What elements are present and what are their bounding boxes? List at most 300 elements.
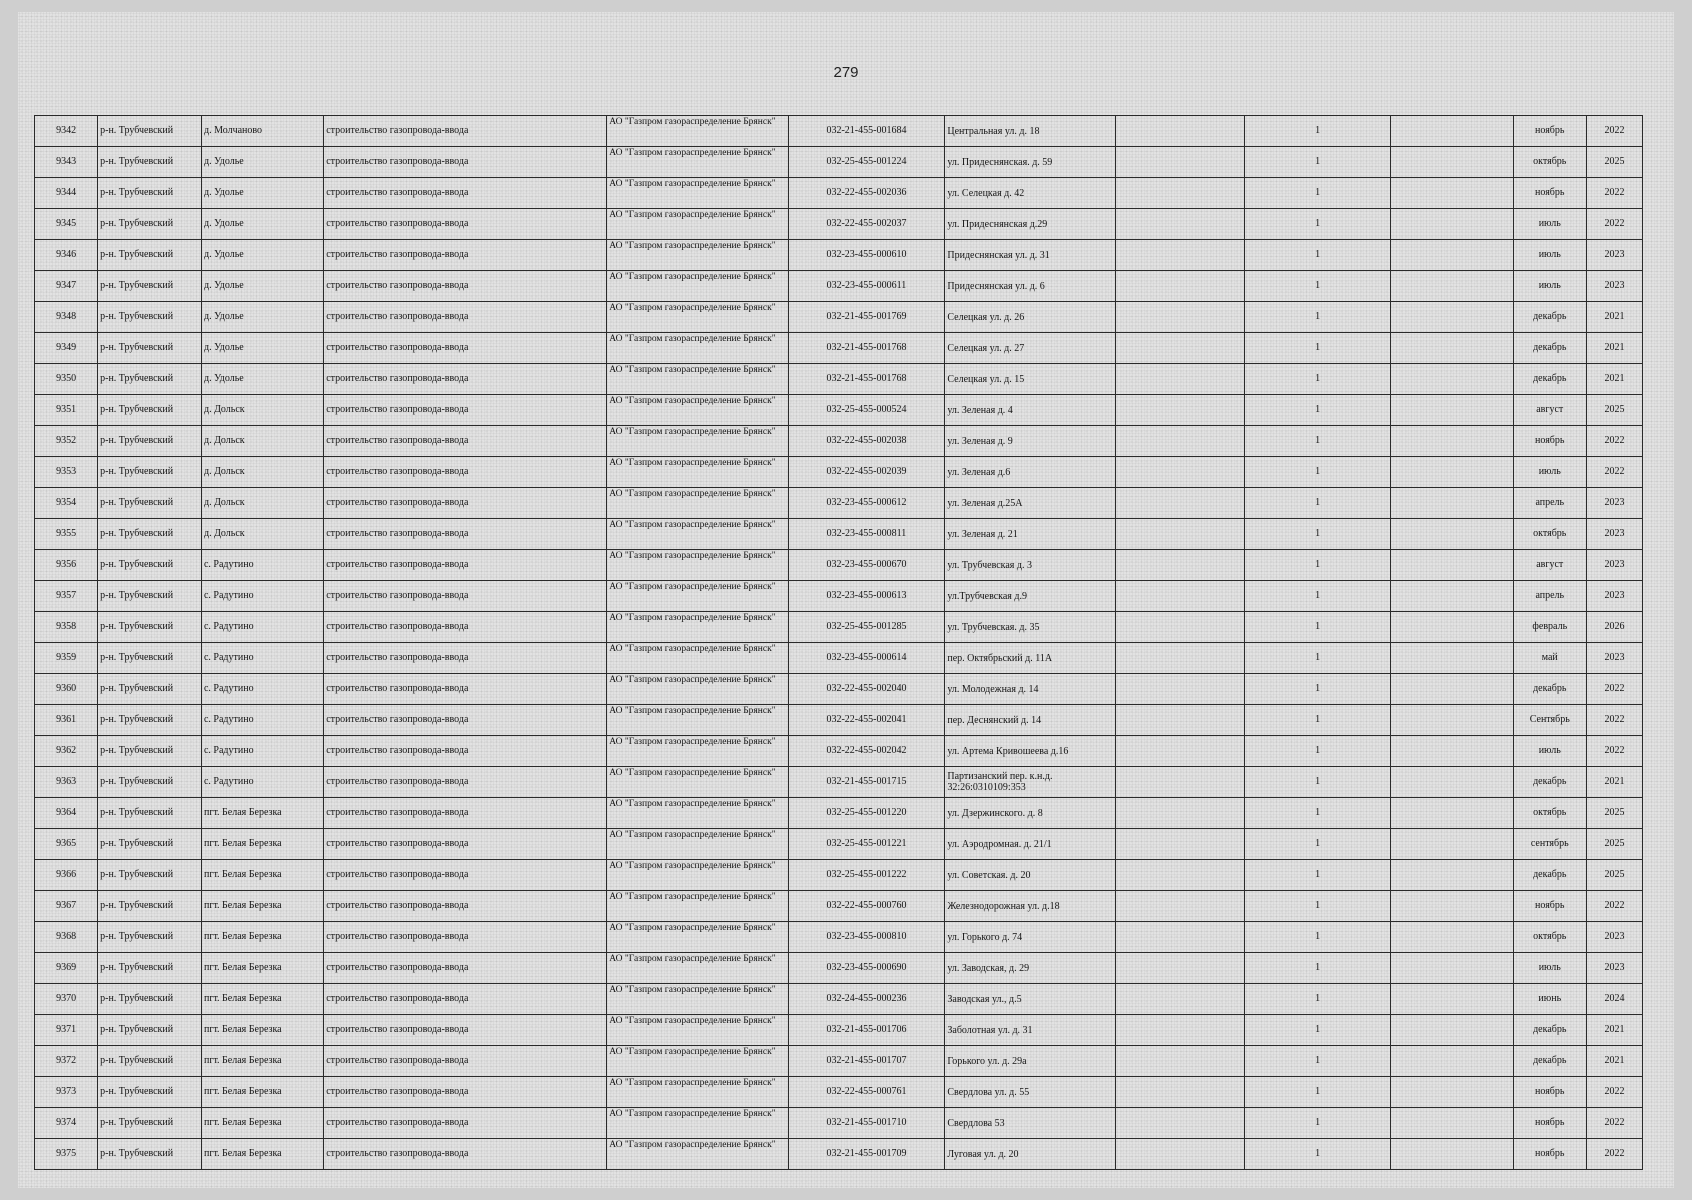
year-cell: 2022: [1586, 116, 1642, 147]
object-code-cell: 032-21-455-001684: [788, 116, 945, 147]
row-number-cell: 9361: [35, 705, 98, 736]
organization-cell: АО "Газпром газораспределение Брянск": [607, 147, 788, 178]
row-number-cell: 9366: [35, 860, 98, 891]
year-cell: 2022: [1586, 1139, 1642, 1170]
settlement-cell: пгт. Белая Березка: [201, 984, 323, 1015]
quantity-cell: 1: [1244, 519, 1391, 550]
work-type-cell: строительство газопровода-ввода: [324, 364, 607, 395]
work-type-cell: строительство газопровода-ввода: [324, 302, 607, 333]
quantity-cell: 1: [1244, 829, 1391, 860]
table-row: [35, 984, 1643, 1015]
year-cell: 2025: [1586, 147, 1642, 178]
organization-cell: АО "Газпром газораспределение Брянск": [607, 178, 788, 209]
settlement-cell: с. Радутино: [201, 736, 323, 767]
organization-cell: АО "Газпром газораспределение Брянск": [607, 426, 788, 457]
quantity-cell: 1: [1244, 767, 1391, 798]
work-type-cell: строительство газопровода-ввода: [324, 426, 607, 457]
settlement-cell: с. Радутино: [201, 705, 323, 736]
organization-cell: АО "Газпром газораспределение Брянск": [607, 333, 788, 364]
district-cell: р-н. Трубчевский: [98, 395, 202, 426]
object-code-cell: 032-22-455-002036: [788, 178, 945, 209]
empty-cell: [1116, 302, 1244, 333]
empty-cell: [1116, 829, 1244, 860]
year-cell: 2025: [1586, 860, 1642, 891]
month-cell: июль: [1513, 271, 1586, 302]
district-cell: р-н. Трубчевский: [98, 643, 202, 674]
object-code-cell: 032-22-455-002037: [788, 209, 945, 240]
work-type-cell: строительство газопровода-ввода: [324, 1046, 607, 1077]
district-cell: р-н. Трубчевский: [98, 798, 202, 829]
address-cell: Заболотная ул. д. 31: [945, 1015, 1116, 1046]
year-cell: 2023: [1586, 581, 1642, 612]
quantity-cell: 1: [1244, 550, 1391, 581]
table-row: [35, 829, 1643, 860]
empty-cell: [1391, 674, 1513, 705]
work-type-cell: строительство газопровода-ввода: [324, 1139, 607, 1170]
district-cell: р-н. Трубчевский: [98, 209, 202, 240]
table-row: [35, 426, 1643, 457]
settlement-cell: пгт. Белая Березка: [201, 860, 323, 891]
work-type-cell: строительство газопровода-ввода: [324, 395, 607, 426]
settlement-cell: д. Удолье: [201, 271, 323, 302]
object-code-cell: 032-24-455-000236: [788, 984, 945, 1015]
work-type-cell: строительство газопровода-ввода: [324, 1108, 607, 1139]
empty-cell: [1391, 364, 1513, 395]
work-type-cell: строительство газопровода-ввода: [324, 550, 607, 581]
empty-cell: [1116, 178, 1244, 209]
quantity-cell: 1: [1244, 674, 1391, 705]
empty-cell: [1391, 550, 1513, 581]
organization-cell: АО "Газпром газораспределение Брянск": [607, 209, 788, 240]
row-number-cell: 9344: [35, 178, 98, 209]
year-cell: 2023: [1586, 519, 1642, 550]
settlement-cell: с. Радутино: [201, 767, 323, 798]
address-cell: ул. Артема Кривошеева д.16: [945, 736, 1116, 767]
district-cell: р-н. Трубчевский: [98, 364, 202, 395]
month-cell: ноябрь: [1513, 426, 1586, 457]
table-row: [35, 550, 1643, 581]
settlement-cell: д. Дольск: [201, 395, 323, 426]
year-cell: 2022: [1586, 178, 1642, 209]
work-type-cell: строительство газопровода-ввода: [324, 1077, 607, 1108]
district-cell: р-н. Трубчевский: [98, 550, 202, 581]
district-cell: р-н. Трубчевский: [98, 891, 202, 922]
address-cell: Партизанский пер. к.н.д. 32:26:0310109:353: [945, 767, 1116, 798]
organization-cell: АО "Газпром газораспределение Брянск": [607, 240, 788, 271]
district-cell: р-н. Трубчевский: [98, 736, 202, 767]
settlement-cell: с. Радутино: [201, 643, 323, 674]
organization-cell: АО "Газпром газораспределение Брянск": [607, 364, 788, 395]
row-number-cell: 9374: [35, 1108, 98, 1139]
year-cell: 2022: [1586, 1077, 1642, 1108]
month-cell: декабрь: [1513, 1046, 1586, 1077]
settlement-cell: с. Радутино: [201, 581, 323, 612]
month-cell: февраль: [1513, 612, 1586, 643]
month-cell: Сентябрь: [1513, 705, 1586, 736]
year-cell: 2021: [1586, 767, 1642, 798]
organization-cell: АО "Газпром газораспределение Брянск": [607, 829, 788, 860]
address-cell: Селецкая ул. д. 15: [945, 364, 1116, 395]
table-row: [35, 209, 1643, 240]
table-row: [35, 922, 1643, 953]
row-number-cell: 9368: [35, 922, 98, 953]
empty-cell: [1391, 271, 1513, 302]
empty-cell: [1116, 1077, 1244, 1108]
registry-table: [34, 115, 1643, 1170]
settlement-cell: д. Удолье: [201, 209, 323, 240]
quantity-cell: 1: [1244, 302, 1391, 333]
work-type-cell: строительство газопровода-ввода: [324, 643, 607, 674]
object-code-cell: 032-23-455-000670: [788, 550, 945, 581]
empty-cell: [1116, 147, 1244, 178]
address-cell: Железнодорожная ул. д.18: [945, 891, 1116, 922]
row-number-cell: 9354: [35, 488, 98, 519]
table-row: [35, 705, 1643, 736]
table-body: [35, 116, 1643, 1170]
table-row: [35, 395, 1643, 426]
table-row: [35, 364, 1643, 395]
month-cell: декабрь: [1513, 1015, 1586, 1046]
object-code-cell: 032-25-455-001221: [788, 829, 945, 860]
quantity-cell: 1: [1244, 147, 1391, 178]
empty-cell: [1391, 1015, 1513, 1046]
month-cell: октябрь: [1513, 798, 1586, 829]
settlement-cell: д. Удолье: [201, 240, 323, 271]
row-number-cell: 9349: [35, 333, 98, 364]
object-code-cell: 032-21-455-001709: [788, 1139, 945, 1170]
settlement-cell: д. Удолье: [201, 147, 323, 178]
work-type-cell: строительство газопровода-ввода: [324, 891, 607, 922]
empty-cell: [1116, 953, 1244, 984]
table-row: [35, 519, 1643, 550]
empty-cell: [1391, 1139, 1513, 1170]
object-code-cell: 032-21-455-001769: [788, 302, 945, 333]
month-cell: апрель: [1513, 488, 1586, 519]
work-type-cell: строительство газопровода-ввода: [324, 612, 607, 643]
empty-cell: [1391, 395, 1513, 426]
organization-cell: АО "Газпром газораспределение Брянск": [607, 116, 788, 147]
organization-cell: АО "Газпром газораспределение Брянск": [607, 891, 788, 922]
table-row: [35, 736, 1643, 767]
table-row: [35, 1077, 1643, 1108]
district-cell: р-н. Трубчевский: [98, 581, 202, 612]
empty-cell: [1391, 891, 1513, 922]
table-row: [35, 240, 1643, 271]
work-type-cell: строительство газопровода-ввода: [324, 457, 607, 488]
year-cell: 2023: [1586, 953, 1642, 984]
quantity-cell: 1: [1244, 736, 1391, 767]
row-number-cell: 9370: [35, 984, 98, 1015]
object-code-cell: 032-25-455-001220: [788, 798, 945, 829]
address-cell: ул. Заводская, д. 29: [945, 953, 1116, 984]
organization-cell: АО "Газпром газораспределение Брянск": [607, 922, 788, 953]
month-cell: июль: [1513, 240, 1586, 271]
month-cell: декабрь: [1513, 302, 1586, 333]
empty-cell: [1116, 426, 1244, 457]
quantity-cell: 1: [1244, 271, 1391, 302]
table-row: [35, 1139, 1643, 1170]
work-type-cell: строительство газопровода-ввода: [324, 674, 607, 705]
empty-cell: [1391, 736, 1513, 767]
district-cell: р-н. Трубчевский: [98, 1139, 202, 1170]
quantity-cell: 1: [1244, 1139, 1391, 1170]
work-type-cell: строительство газопровода-ввода: [324, 271, 607, 302]
empty-cell: [1116, 643, 1244, 674]
district-cell: р-н. Трубчевский: [98, 333, 202, 364]
work-type-cell: строительство газопровода-ввода: [324, 922, 607, 953]
settlement-cell: пгт. Белая Березка: [201, 1108, 323, 1139]
empty-cell: [1391, 798, 1513, 829]
work-type-cell: строительство газопровода-ввода: [324, 798, 607, 829]
district-cell: р-н. Трубчевский: [98, 860, 202, 891]
work-type-cell: строительство газопровода-ввода: [324, 1015, 607, 1046]
empty-cell: [1116, 240, 1244, 271]
empty-cell: [1116, 550, 1244, 581]
empty-cell: [1391, 953, 1513, 984]
month-cell: сентябрь: [1513, 829, 1586, 860]
organization-cell: АО "Газпром газораспределение Брянск": [607, 705, 788, 736]
table-row: [35, 1108, 1643, 1139]
month-cell: ноябрь: [1513, 1077, 1586, 1108]
month-cell: май: [1513, 643, 1586, 674]
empty-cell: [1116, 612, 1244, 643]
month-cell: октябрь: [1513, 922, 1586, 953]
empty-cell: [1116, 891, 1244, 922]
empty-cell: [1391, 643, 1513, 674]
month-cell: октябрь: [1513, 147, 1586, 178]
year-cell: 2025: [1586, 829, 1642, 860]
district-cell: р-н. Трубчевский: [98, 922, 202, 953]
month-cell: октябрь: [1513, 519, 1586, 550]
empty-cell: [1116, 767, 1244, 798]
object-code-cell: 032-25-455-000524: [788, 395, 945, 426]
empty-cell: [1116, 860, 1244, 891]
month-cell: август: [1513, 395, 1586, 426]
work-type-cell: строительство газопровода-ввода: [324, 333, 607, 364]
quantity-cell: 1: [1244, 333, 1391, 364]
empty-cell: [1116, 674, 1244, 705]
work-type-cell: строительство газопровода-ввода: [324, 116, 607, 147]
table-row: [35, 767, 1643, 798]
empty-cell: [1391, 829, 1513, 860]
month-cell: декабрь: [1513, 364, 1586, 395]
settlement-cell: пгт. Белая Березка: [201, 798, 323, 829]
year-cell: 2021: [1586, 302, 1642, 333]
empty-cell: [1116, 364, 1244, 395]
year-cell: 2022: [1586, 736, 1642, 767]
year-cell: 2023: [1586, 488, 1642, 519]
year-cell: 2021: [1586, 333, 1642, 364]
row-number-cell: 9372: [35, 1046, 98, 1077]
organization-cell: АО "Газпром газораспределение Брянск": [607, 984, 788, 1015]
object-code-cell: 032-23-455-000613: [788, 581, 945, 612]
month-cell: апрель: [1513, 581, 1586, 612]
year-cell: 2023: [1586, 550, 1642, 581]
object-code-cell: 032-22-455-002042: [788, 736, 945, 767]
row-number-cell: 9375: [35, 1139, 98, 1170]
table-row: [35, 457, 1643, 488]
quantity-cell: 1: [1244, 209, 1391, 240]
row-number-cell: 9373: [35, 1077, 98, 1108]
quantity-cell: 1: [1244, 364, 1391, 395]
row-number-cell: 9345: [35, 209, 98, 240]
row-number-cell: 9359: [35, 643, 98, 674]
empty-cell: [1391, 426, 1513, 457]
district-cell: р-н. Трубчевский: [98, 767, 202, 798]
year-cell: 2021: [1586, 1046, 1642, 1077]
settlement-cell: д. Дольск: [201, 457, 323, 488]
object-code-cell: 032-23-455-000810: [788, 922, 945, 953]
object-code-cell: 032-23-455-000612: [788, 488, 945, 519]
empty-cell: [1116, 1046, 1244, 1077]
month-cell: декабрь: [1513, 767, 1586, 798]
empty-cell: [1391, 984, 1513, 1015]
month-cell: июль: [1513, 209, 1586, 240]
work-type-cell: строительство газопровода-ввода: [324, 705, 607, 736]
row-number-cell: 9346: [35, 240, 98, 271]
year-cell: 2022: [1586, 426, 1642, 457]
quantity-cell: 1: [1244, 612, 1391, 643]
address-cell: ул. Придеснянская. д. 59: [945, 147, 1116, 178]
year-cell: 2023: [1586, 271, 1642, 302]
organization-cell: АО "Газпром газораспределение Брянск": [607, 953, 788, 984]
month-cell: ноябрь: [1513, 1139, 1586, 1170]
object-code-cell: 032-25-455-001285: [788, 612, 945, 643]
empty-cell: [1391, 240, 1513, 271]
year-cell: 2024: [1586, 984, 1642, 1015]
settlement-cell: д. Дольск: [201, 426, 323, 457]
quantity-cell: 1: [1244, 1108, 1391, 1139]
district-cell: р-н. Трубчевский: [98, 488, 202, 519]
quantity-cell: 1: [1244, 178, 1391, 209]
object-code-cell: 032-22-455-002039: [788, 457, 945, 488]
organization-cell: АО "Газпром газораспределение Брянск": [607, 1108, 788, 1139]
district-cell: р-н. Трубчевский: [98, 1108, 202, 1139]
month-cell: август: [1513, 550, 1586, 581]
object-code-cell: 032-25-455-001224: [788, 147, 945, 178]
year-cell: 2023: [1586, 643, 1642, 674]
empty-cell: [1116, 736, 1244, 767]
empty-cell: [1116, 798, 1244, 829]
table-row: [35, 953, 1643, 984]
address-cell: ул. Дзержинского. д. 8: [945, 798, 1116, 829]
quantity-cell: 1: [1244, 395, 1391, 426]
month-cell: июль: [1513, 736, 1586, 767]
empty-cell: [1391, 209, 1513, 240]
object-code-cell: 032-23-455-000611: [788, 271, 945, 302]
address-cell: Свердлова ул. д. 55: [945, 1077, 1116, 1108]
district-cell: р-н. Трубчевский: [98, 426, 202, 457]
quantity-cell: 1: [1244, 1077, 1391, 1108]
year-cell: 2022: [1586, 891, 1642, 922]
settlement-cell: пгт. Белая Березка: [201, 1077, 323, 1108]
district-cell: р-н. Трубчевский: [98, 674, 202, 705]
settlement-cell: д. Молчаново: [201, 116, 323, 147]
table-row: [35, 302, 1643, 333]
empty-cell: [1116, 1015, 1244, 1046]
object-code-cell: 032-21-455-001710: [788, 1108, 945, 1139]
settlement-cell: пгт. Белая Березка: [201, 829, 323, 860]
month-cell: июнь: [1513, 984, 1586, 1015]
empty-cell: [1116, 1108, 1244, 1139]
address-cell: Придеснянская ул. д. 6: [945, 271, 1116, 302]
district-cell: р-н. Трубчевский: [98, 953, 202, 984]
row-number-cell: 9360: [35, 674, 98, 705]
address-cell: ул. Зеленая д. 21: [945, 519, 1116, 550]
address-cell: ул. Аэродромная. д. 21/1: [945, 829, 1116, 860]
table-row: [35, 860, 1643, 891]
empty-cell: [1391, 1108, 1513, 1139]
district-cell: р-н. Трубчевский: [98, 1015, 202, 1046]
address-cell: Селецкая ул. д. 27: [945, 333, 1116, 364]
row-number-cell: 9362: [35, 736, 98, 767]
settlement-cell: д. Дольск: [201, 488, 323, 519]
empty-cell: [1116, 984, 1244, 1015]
empty-cell: [1116, 333, 1244, 364]
quantity-cell: 1: [1244, 643, 1391, 674]
address-cell: ул. Советская. д. 20: [945, 860, 1116, 891]
work-type-cell: строительство газопровода-ввода: [324, 736, 607, 767]
work-type-cell: строительство газопровода-ввода: [324, 860, 607, 891]
organization-cell: АО "Газпром газораспределение Брянск": [607, 674, 788, 705]
row-number-cell: 9348: [35, 302, 98, 333]
table-row: [35, 271, 1643, 302]
quantity-cell: 1: [1244, 1015, 1391, 1046]
empty-cell: [1391, 767, 1513, 798]
empty-cell: [1391, 178, 1513, 209]
organization-cell: АО "Газпром газораспределение Брянск": [607, 302, 788, 333]
year-cell: 2021: [1586, 364, 1642, 395]
settlement-cell: с. Радутино: [201, 550, 323, 581]
settlement-cell: д. Удолье: [201, 364, 323, 395]
quantity-cell: 1: [1244, 488, 1391, 519]
district-cell: р-н. Трубчевский: [98, 302, 202, 333]
row-number-cell: 9367: [35, 891, 98, 922]
address-cell: пер. Октябрьский д. 11А: [945, 643, 1116, 674]
quantity-cell: 1: [1244, 798, 1391, 829]
address-cell: ул.Трубчевская д.9: [945, 581, 1116, 612]
organization-cell: АО "Газпром газораспределение Брянск": [607, 767, 788, 798]
month-cell: декабрь: [1513, 674, 1586, 705]
district-cell: р-н. Трубчевский: [98, 147, 202, 178]
district-cell: р-н. Трубчевский: [98, 457, 202, 488]
row-number-cell: 9343: [35, 147, 98, 178]
empty-cell: [1391, 147, 1513, 178]
work-type-cell: строительство газопровода-ввода: [324, 581, 607, 612]
quantity-cell: 1: [1244, 426, 1391, 457]
organization-cell: АО "Газпром газораспределение Брянск": [607, 643, 788, 674]
quantity-cell: 1: [1244, 705, 1391, 736]
table-row: [35, 178, 1643, 209]
settlement-cell: пгт. Белая Березка: [201, 922, 323, 953]
empty-cell: [1116, 209, 1244, 240]
object-code-cell: 032-21-455-001715: [788, 767, 945, 798]
quantity-cell: 1: [1244, 1046, 1391, 1077]
year-cell: 2026: [1586, 612, 1642, 643]
year-cell: 2022: [1586, 1108, 1642, 1139]
empty-cell: [1391, 302, 1513, 333]
empty-cell: [1116, 271, 1244, 302]
district-cell: р-н. Трубчевский: [98, 612, 202, 643]
empty-cell: [1391, 612, 1513, 643]
table-row: [35, 612, 1643, 643]
row-number-cell: 9342: [35, 116, 98, 147]
quantity-cell: 1: [1244, 457, 1391, 488]
row-number-cell: 9350: [35, 364, 98, 395]
district-cell: р-н. Трубчевский: [98, 705, 202, 736]
settlement-cell: д. Удолье: [201, 302, 323, 333]
address-cell: Свердлова 53: [945, 1108, 1116, 1139]
